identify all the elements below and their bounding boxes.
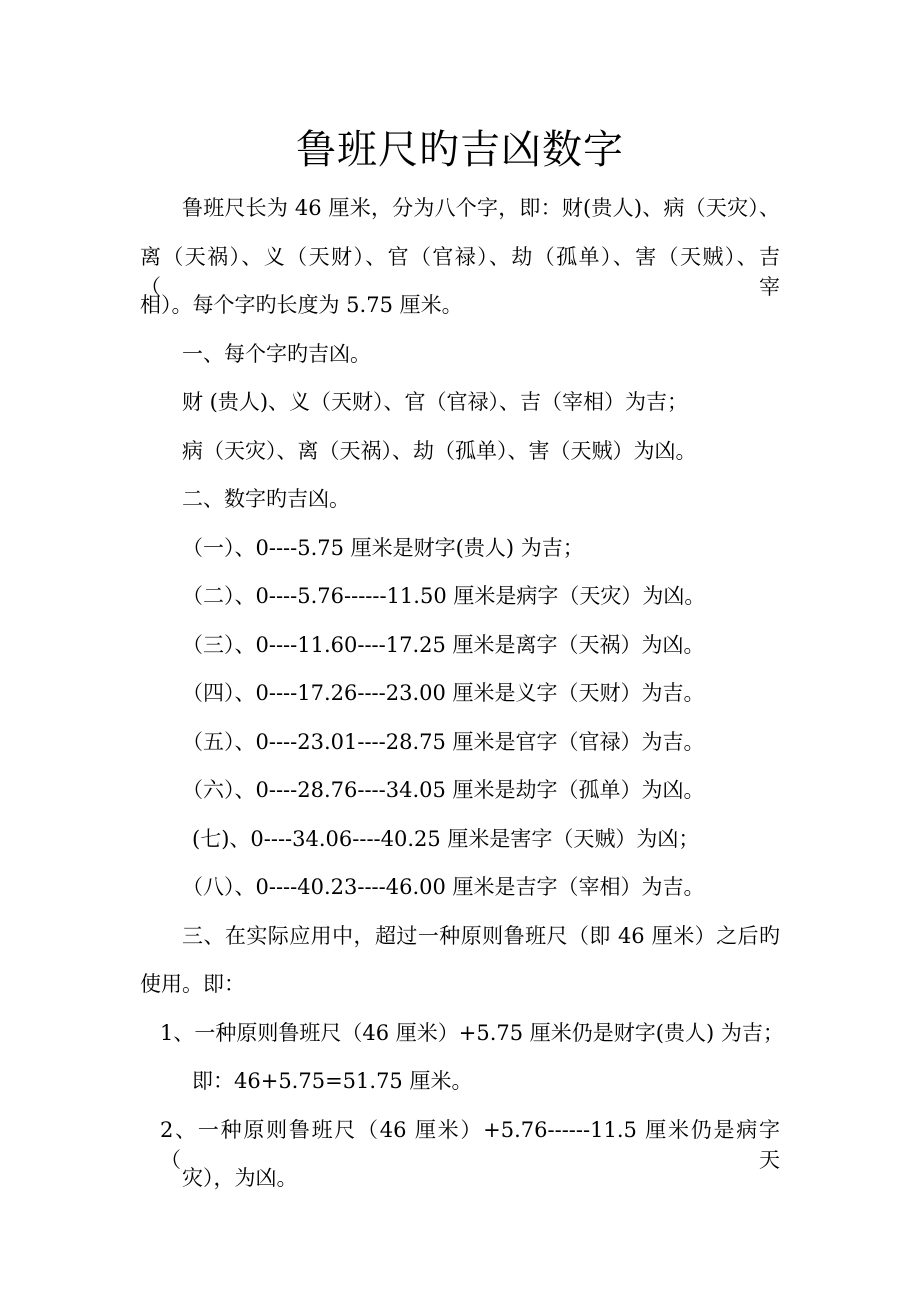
section3-item-1: 1、一种原则鲁班尺（46 厘米）+5.75 厘米仍是财字(贵人) 为吉； xyxy=(160,1021,784,1045)
section1-line-inauspicious: 病（天灾）、离（天祸）、劫（孤单）、害（天贼）为凶。 xyxy=(182,439,697,463)
intro-line-3: 相）。每个字旳长度为 5.75 厘米。 xyxy=(140,293,463,317)
section2-item-1: （一）、0----5.75 厘米是财字(贵人) 为吉； xyxy=(182,536,584,560)
section2-item-3: （三）、0----11.60----17.25 厘米是离字（天祸）为凶。 xyxy=(182,633,705,657)
section2-item-8: （八）、0----40.23----46.00 厘米是吉字（宰相）为吉。 xyxy=(182,875,705,899)
section2-item-4: （四）、0----17.26----23.00 厘米是义字（天财）为吉。 xyxy=(182,681,705,705)
section3-item-2-line-2: 灾），为凶。 xyxy=(182,1166,298,1190)
intro-line-1: 鲁班尺长为 46 厘米，分为八个字，即：财(贵人)、病（天灾）、 xyxy=(182,196,780,220)
section1-heading: 一、每个字旳吉凶。 xyxy=(182,342,371,366)
section3-heading-line-2: 使用。即： xyxy=(140,972,245,996)
section3-item-1-calc: 即：46+5.75=51.75 厘米。 xyxy=(192,1069,473,1093)
page-title: 鲁班尺旳吉凶数字 xyxy=(296,127,624,173)
intro-line-2: 离（天祸）、义（天财）、官（官禄）、劫（孤单）、害（天贼）、吉（宰 xyxy=(140,245,780,299)
section1-line-auspicious: 财 (贵人)、义（天财）、官（官禄）、吉（宰相）为吉； xyxy=(182,390,689,414)
section2-item-6: （六）、0----28.76----34.05 厘米是劫字（孤单）为凶。 xyxy=(182,778,705,802)
section2-heading: 二、数字旳吉凶。 xyxy=(182,487,350,511)
section3-item-2-line-1: 2、一种原则鲁班尺（46 厘米）+5.76------11.5 厘米仍是病字（天 xyxy=(160,1118,780,1172)
section3-heading-line-1: 三、在实际应用中，超过一种原则鲁班尺（即 46 厘米）之后旳 xyxy=(182,924,780,948)
section2-item-5: （五）、0----23.01----28.75 厘米是官字（官禄）为吉。 xyxy=(182,730,705,754)
section2-item-7: (七)、0----34.06----40.25 厘米是害字（天贼）为凶； xyxy=(192,827,700,851)
section2-item-2: （二）、0----5.76------11.50 厘米是病字（天灾）为凶。 xyxy=(182,584,706,608)
